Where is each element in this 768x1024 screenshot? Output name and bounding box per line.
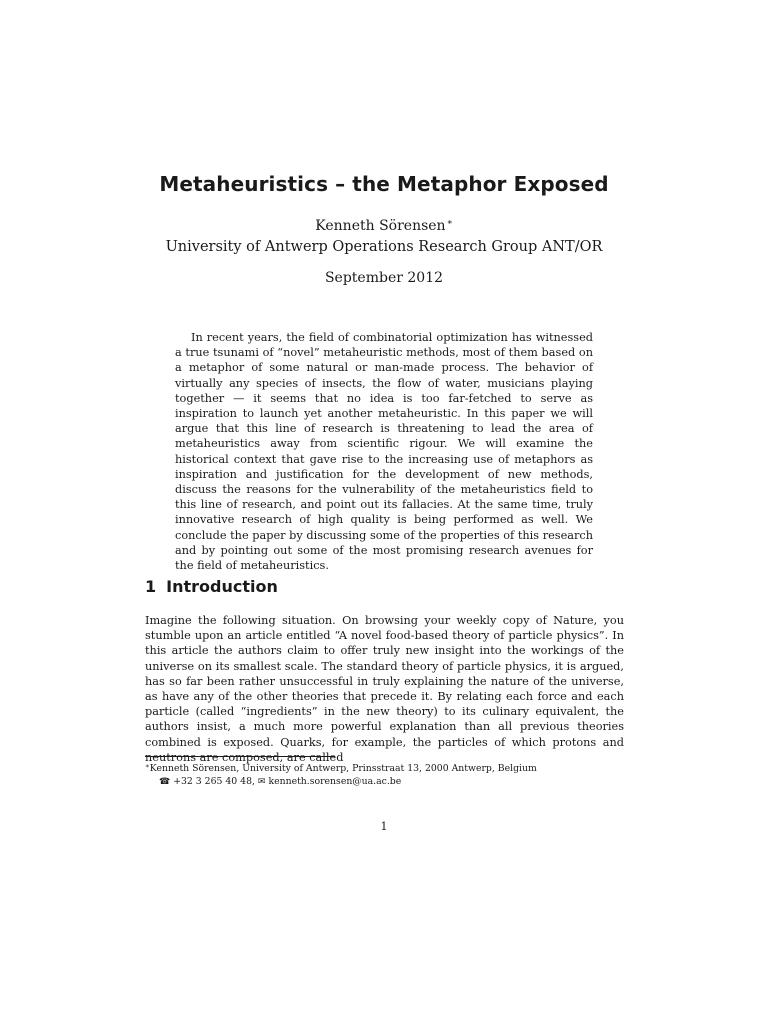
section-title: Introduction bbox=[166, 577, 278, 596]
footnote-mark: ∗ bbox=[145, 762, 150, 770]
footnote-text: Kenneth Sörensen, University of Antwerp, Prinsstraat 13, 2000 Antwerp, Belgium bbox=[149, 763, 537, 774]
footnote-phone: +32 3 265 40 48, bbox=[173, 775, 255, 787]
footnote-contact bbox=[145, 776, 624, 789]
author-line bbox=[0, 218, 768, 234]
publication-date: September 2012 bbox=[324, 270, 444, 286]
author-footnote-mark: ∗ bbox=[446, 218, 453, 228]
section-number: 1 bbox=[145, 577, 157, 596]
footnote bbox=[145, 760, 624, 788]
mail-icon: ✉ bbox=[257, 776, 266, 787]
abstract: In recent years, the field of combinatorial optimization has witnessed a true tsunami of “novel” metaheuristic methods, most of them based on a metaphor of some natural or man-made process. The behavior of virtually any species of insects, the flow of water, musicians playing together — it seems that no idea is too far-fetched to serve as inspiration to launch yet another metaheuristic. In this paper we will argue that this line of research is threatening to lead the area of metaheuristics away from scientific rigour. We will examine the historical context that gave rise to the increasing use of metaphors as inspiration and justification for the development of new methods, discuss the reasons for the vulnerability of the metaheuristics field to this line of research, and point out its fallacies. At the same time, truly innovative research of high quality is being performed as well. We conclude the paper by discussing some of the properties of this research and by pointing out some of the most promising research avenues for the field of metaheuristics. bbox=[175, 331, 593, 573]
author-name: Kenneth Sörensen bbox=[315, 218, 446, 234]
paper-title: Metaheuristics – the Metaphor Exposed bbox=[159, 172, 609, 196]
footnote-email[interactable]: kenneth.sorensen@ua.ac.be bbox=[268, 775, 402, 787]
footnote-divider bbox=[145, 756, 335, 757]
introduction-text: Imagine the following situation. On browsing your weekly copy of Nature, you stumble upon an article entitled “A novel food-based theory of particle physics”. In this article the authors claim to offer truly new insight into the workings of the universe on its smallest scale. The standard theory of particle physics, it is argued, has so far been rather unsuccessful in truly explaining the nature of the universe, as have any of the other theories that precede it. By relating each force and each particle (called “ingredients” in the new theory) to its culinary equivalent, the authors insist, a much more powerful explanation than all previous theories combined is exposed. Quarks, for example, the particles of which protons and neutrons are composed, are called bbox=[145, 614, 624, 764]
affiliation: University of Antwerp Operations Research Group ANT/OR bbox=[165, 239, 603, 255]
section-heading bbox=[145, 577, 278, 596]
phone-icon: ☎ bbox=[159, 776, 171, 787]
page-number: 1 bbox=[380, 820, 388, 833]
